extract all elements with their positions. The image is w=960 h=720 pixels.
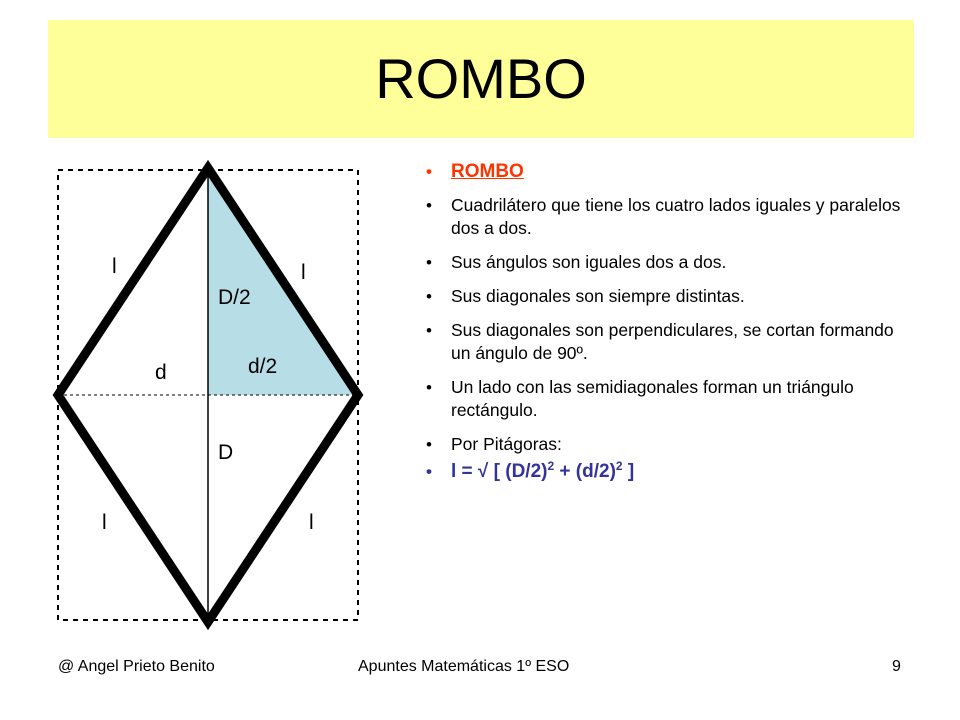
list-item: • Sus diagonales son perpendiculares, se cortan formando un ángulo de 90º. bbox=[414, 319, 914, 365]
side-label: l bbox=[309, 511, 314, 534]
half-small-diagonal-label: d/2 bbox=[248, 355, 278, 378]
footer-page-number: 9 bbox=[892, 658, 901, 675]
pythagoras-formula: • l = √ [ $(D/2)^2 + (d/2)^2$ ] bbox=[414, 460, 914, 483]
side-label: l bbox=[301, 261, 306, 284]
footer-author: @ Angel Prieto Benito bbox=[58, 658, 215, 675]
side-label: l bbox=[102, 511, 107, 534]
side-label: l bbox=[112, 255, 117, 278]
slide-title: ROMBO bbox=[375, 47, 587, 110]
list-item: • Por Pitágoras: bbox=[414, 433, 914, 456]
big-diagonal-label: D bbox=[218, 441, 234, 464]
list-heading: • ROMBO bbox=[414, 160, 914, 183]
list-item: • Sus diagonales son siempre distintas. bbox=[414, 285, 914, 308]
list-item: • Sus ángulos son iguales dos a dos. bbox=[414, 251, 914, 274]
definition-list bbox=[414, 160, 914, 494]
list-item: • Un lado con las semidiagonales forman un triángulo rectángulo. bbox=[414, 376, 914, 422]
half-big-diagonal-label: D/2 bbox=[218, 286, 251, 309]
small-diagonal-label: d bbox=[155, 361, 167, 384]
footer-course: Apuntes Matemáticas 1º ESO bbox=[358, 658, 570, 675]
list-item: • Cuadrilátero que tiene los cuatro lados iguales y paralelos dos a dos. bbox=[414, 194, 914, 240]
